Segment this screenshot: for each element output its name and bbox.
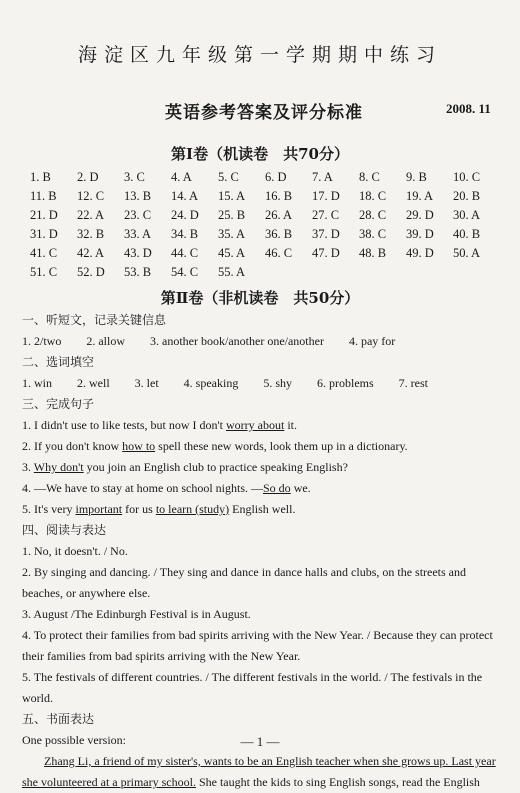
answer-cell: 20. B [453,189,481,203]
answer-cell: 21. D [30,208,58,222]
answer-cell: 6. D [265,170,287,184]
reading-answer-4: 4. To protect their families from bad spirits arriving with the New Year. / Because they can protect their families from bad spirits arriving with the New Year. [22,628,493,663]
answer-cell: 11. B [30,189,57,203]
answer-cell: 15. A [218,189,246,203]
section-2-body [22,310,502,793]
sentence-3: 3. Why don't you join an English club to practice speaking English? [22,460,348,474]
reading-answer-1: 1. No, it doesn't. / No. [22,544,128,558]
part-2-item: 7. rest [398,376,428,390]
part-2-answers [22,373,502,394]
answer-cell: 36. B [265,227,293,241]
part-5-heading: 五、书面表达 [22,712,95,726]
reading-answer-3: 3. August /The Edinburgh Festival is in August. [22,607,251,621]
answer-cell: 37. D [312,227,340,241]
answer-cell: 14. A [171,189,199,203]
answer-cell: 33. A [124,227,152,241]
part-2-item: 1. win [22,376,52,390]
answer-cell: 54. C [171,265,199,279]
answer-cell: 4. A [171,170,192,184]
answer-cell: 3. C [124,170,145,184]
answer-cell: 12. C [77,189,105,203]
answer-cell: 28. C [359,208,387,222]
answer-cell: 51. C [30,265,58,279]
answer-cell: 22. A [77,208,105,222]
answer-row [30,263,500,282]
part-4-heading: 四、阅读与表达 [22,523,107,537]
answer-cell: 53. B [124,265,152,279]
answer-cell: 27. C [312,208,340,222]
answer-row [30,244,500,263]
answer-row [30,206,500,225]
section-1-title: 第Ⅰ卷（机读卷 共70分） [171,145,349,163]
part-2-item: 5. shy [263,376,292,390]
school-title: 海淀区九年级第一学期期中练习 [77,44,442,66]
answer-cell: 47. D [312,246,340,260]
answer-cell: 40. B [453,227,481,241]
answer-cell: 8. C [359,170,380,184]
answer-cell: 10. C [453,170,481,184]
sentence-1: 1. I didn't use to like tests, but now I don't worry about it. [22,418,297,432]
answer-cell: 39. D [406,227,434,241]
writing-intro: One possible version: [22,733,126,747]
answer-cell: 23. C [124,208,152,222]
sentence-5: 5. It's very important for us to learn (study) English well. [22,502,296,516]
answer-cell: 7. A [312,170,333,184]
answer-cell: 55. A [218,265,246,279]
answer-cell: 9. B [406,170,427,184]
answer-cell: 45. A [218,246,246,260]
writing-sample: Zhang Li, a friend of my sister's, wants to be an English teacher when she grows up. Last year she volunteered at a primary school. She taught the kids to sing English songs, read the English [22,754,496,789]
answer-cell: 18. C [359,189,387,203]
answer-cell: 29. D [406,208,434,222]
answer-cell: 5. C [218,170,239,184]
answer-cell: 16. B [265,189,293,203]
answer-grid [30,168,500,282]
answer-cell: 42. A [77,246,105,260]
answer-cell: 52. D [77,265,105,279]
answer-cell: 34. B [171,227,199,241]
answer-cell: 30. A [453,208,481,222]
part-2-item: 6. problems [317,376,374,390]
answer-cell: 43. D [124,246,152,260]
answer-cell: 41. C [30,246,58,260]
answer-cell: 24. D [171,208,199,222]
part-2-item: 2. well [77,376,110,390]
answer-cell: 2. D [77,170,99,184]
part-2-heading: 二、选词填空 [22,355,95,369]
answer-cell: 38. C [359,227,387,241]
sentence-4: 4. —We have to stay at home on school nights. —So do we. [22,481,311,495]
answer-cell: 32. B [77,227,105,241]
answer-cell: 50. A [453,246,481,260]
answer-cell: 31. D [30,227,58,241]
answer-cell: 49. D [406,246,434,260]
part-1-heading: 一、听短文，记录关键信息 [22,313,167,327]
sentence-2: 2. If you don't know how to spell these new words, look them up in a dictionary. [22,439,408,453]
part-1-item: 4. pay for [348,334,396,348]
part-2-item: 3. let [134,376,159,390]
answer-cell: 13. B [124,189,152,203]
part-1-answers [22,331,502,352]
answer-row [30,187,500,206]
reading-answer-5: 5. The festivals of different countries. / The different festivals in the world. / The festivals in the world. [22,670,483,705]
answer-row [30,168,500,187]
answer-cell: 46. C [265,246,293,260]
page-number: — 1 — [240,734,280,749]
part-3-heading: 三、完成句子 [22,397,95,411]
reading-answer-2: 2. By singing and dancing. / They sing and dance in dance halls and clubs, on the streets and beaches, or anywhere else. [22,565,467,600]
answer-cell: 44. C [171,246,199,260]
part-2-item: 4. speaking [183,376,239,390]
answer-cell: 48. B [359,246,387,260]
answer-cell: 17. D [312,189,340,203]
document-title: 英语参考答案及评分标准 [165,103,363,123]
answer-cell: 35. A [218,227,246,241]
part-1-item: 2. allow [86,334,126,348]
answer-row [30,225,500,244]
part-1-item: 3. another book/another one/another [150,334,324,348]
answer-cell: 25. B [218,208,246,222]
answer-cell: 1. B [30,170,51,184]
section-2-title: 第Ⅱ卷（非机读卷 共50分） [160,289,360,307]
answer-cell: 26. A [265,208,293,222]
part-1-item: 1. 2/two [22,334,62,348]
answer-cell: 19. A [406,189,434,203]
document-date: 2008. 11 [446,101,491,116]
